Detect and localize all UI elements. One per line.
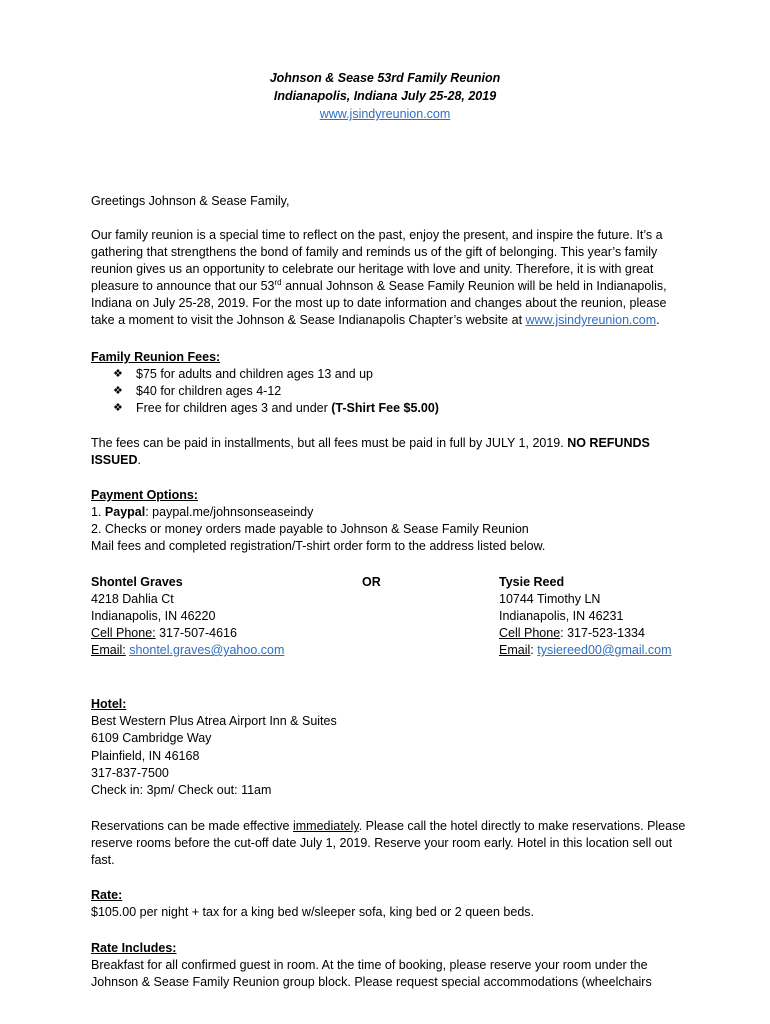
email-link[interactable]: shontel.graves@yahoo.com [129, 643, 285, 657]
contact-city: Indianapolis, IN 46231 [499, 609, 624, 623]
list-item: ❖ $40 for children ages 4-12 [113, 384, 282, 398]
list-item: ❖ $75 for adults and children ages 13 and up [113, 367, 373, 381]
diamond-bullet-icon: ❖ [113, 368, 123, 380]
or-separator: OR [362, 575, 381, 589]
mail-instructions: Mail fees and completed registration/T-shirt order form to the address listed below. [91, 539, 546, 553]
contact-city: Indianapolis, IN 46220 [91, 609, 216, 623]
hotel-name: Best Western Plus Atrea Airport Inn & Suites [91, 714, 337, 728]
contact-phone: Cell Phone: 317-523-1334 [499, 626, 645, 640]
tshirt-fee: (T-Shirt Fee $5.00) [331, 401, 439, 415]
contact-email: Email: shontel.graves@yahoo.com [91, 643, 285, 657]
hotel-phone: 317-837-7500 [91, 766, 169, 780]
reunion-location-dates: Indianapolis, Indiana July 25-28, 2019 [273, 89, 497, 103]
diamond-bullet-icon: ❖ [113, 402, 123, 414]
no-refunds-notice: NO REFUNDS ISSUED [91, 436, 650, 467]
hotel-heading: Hotel: [91, 697, 127, 711]
fees-list [91, 366, 691, 417]
payment-option-check: 2. Checks or money orders made payable to Johnson & Sease Family Reunion [91, 522, 529, 536]
rate-heading: Rate: [91, 888, 123, 902]
rate-includes-text: Breakfast for all confirmed guest in room. At the time of booking, please reserve your room under the Johnson & Sease Family Reunion group block. Please request special accommodations (wheelchairs [91, 958, 652, 989]
payment-option-paypal: 1. Paypal: paypal.me/johnsonseaseindy [91, 505, 314, 519]
payment-heading: Payment Options: [91, 488, 198, 502]
intro-paragraph: Our family reunion is a special time to reflect on the past, enjoy the present, and inspire the future. It’s a gathering that strengthens the bond of family and reminds us of the gift of belonging. This year’s family reunion gives us an opportunity to celebrate our heritage with love and unity. Therefore, it is with great pleasure to announce that our 53rd annual Johnson & Sease Family Reunion will be held in Indianapolis, Indiana on July 25-28, 2019. For the most up to date information and changes about the reunion, please take a moment to visit the Johnson & Sease Indianapolis Chapter’s website at www.jsindyreunion.com. [91, 228, 667, 327]
hotel-street: 6109 Cambridge Way [91, 731, 212, 745]
fees-heading: Family Reunion Fees: [91, 350, 221, 364]
contact-street: 4218 Dahlia Ct [91, 592, 174, 606]
contact-street: 10744 Timothy LN [499, 592, 601, 606]
reservations-paragraph: Reservations can be made effective immediately. Please call the hotel directly to make reservations. Please reserve rooms before the cut-off date July 1, 2019. Reserve your room early. Hotel in this location sell out fast. [91, 819, 686, 867]
contact-name: Tysie Reed [499, 575, 565, 589]
intro-website-link[interactable]: www.jsindyreunion.com [525, 313, 657, 327]
contact-name: Shontel Graves [91, 575, 183, 589]
reunion-website-link[interactable]: www.jsindyreunion.com [319, 107, 451, 121]
list-item: ❖ Free for children ages 3 and under (T-Shirt Fee $5.00) [113, 401, 439, 415]
hotel-checkin: Check in: 3pm/ Check out: 11am [91, 783, 272, 797]
contact-phone: Cell Phone: 317-507-4616 [91, 626, 237, 640]
email-link[interactable]: tysiereed00@gmail.com [537, 643, 672, 657]
diamond-bullet-icon: ❖ [113, 385, 123, 397]
fees-note: The fees can be paid in installments, but all fees must be paid in full by JULY 1, 2019. NO REFUNDS ISSUED. [91, 436, 650, 467]
contact-email: Email: tysiereed00@gmail.com [499, 643, 672, 657]
contact-shontel [91, 574, 284, 659]
greeting: Greetings Johnson & Sease Family, [91, 194, 290, 208]
rate-text: $105.00 per night + tax for a king bed w/sleeper sofa, king bed or 2 queen beds. [91, 905, 535, 919]
reunion-title: Johnson & Sease 53rd Family Reunion [269, 71, 501, 85]
contact-tysie [499, 574, 672, 659]
rate-includes-heading: Rate Includes: [91, 941, 177, 955]
hotel-city: Plainfield, IN 46168 [91, 749, 200, 763]
